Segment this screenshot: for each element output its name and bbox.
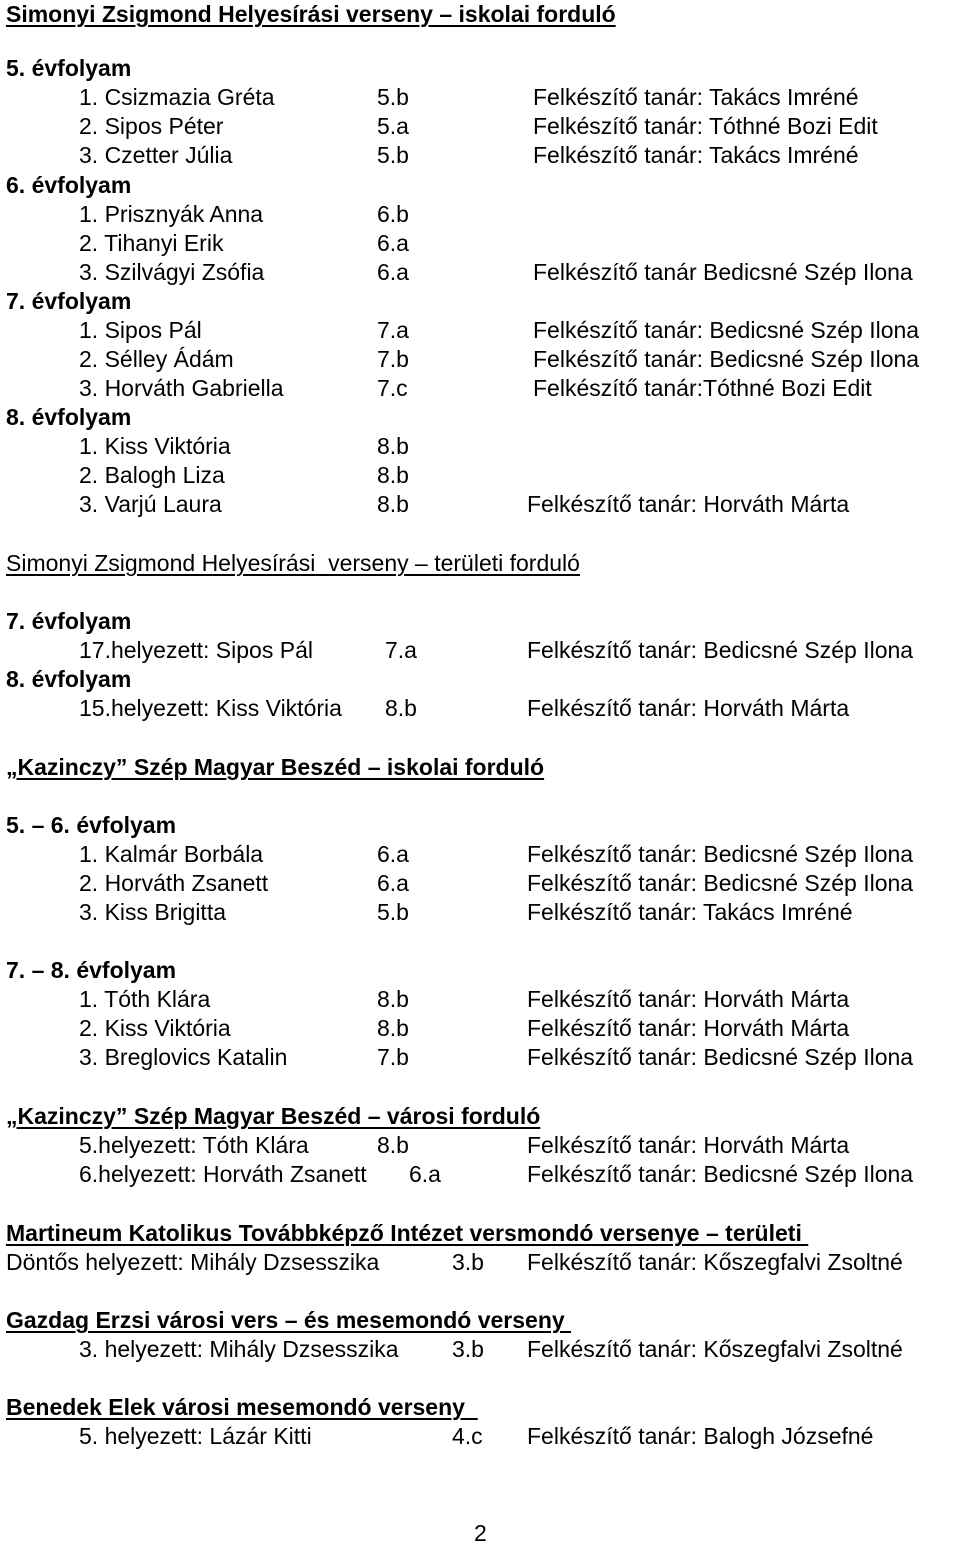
- teacher-label: Felkészítő tanár: Bedicsné Szép Ilona: [527, 637, 914, 663]
- class-label: 6.a: [377, 259, 409, 285]
- student-name: 3. Szilvágyi Zsófia: [79, 259, 265, 285]
- teacher-label: Felkészítő tanár: Bedicsné Szép Ilona: [533, 346, 920, 372]
- class-label: 6.a: [377, 870, 409, 896]
- student-name: 2. Balogh Liza: [79, 462, 225, 488]
- page-number: 2: [474, 1520, 487, 1546]
- teacher-label: Felkészítő tanár: Kőszegfalvi Zsoltné: [527, 1249, 903, 1275]
- class-label: 3.b: [452, 1249, 484, 1275]
- student-name: 17.helyezett: Sipos Pál: [79, 637, 313, 663]
- student-name: 1. Prisznyák Anna: [79, 201, 264, 227]
- student-name: Döntős helyezett: Mihály Dzsesszika: [6, 1249, 380, 1275]
- class-label: 6.a: [409, 1161, 441, 1187]
- student-name: 1. Sipos Pál: [79, 317, 202, 343]
- teacher-label: Felkészítő tanár: Balogh Józsefné: [527, 1423, 874, 1449]
- class-label: 8.b: [377, 1132, 409, 1158]
- class-label: 5.b: [377, 84, 409, 110]
- teacher-label: Felkészítő tanár: Bedicsné Szép Ilona: [527, 1044, 914, 1070]
- student-name: 2. Kiss Viktória: [79, 1015, 231, 1041]
- student-name: 1. Kalmár Borbála: [79, 841, 264, 867]
- class-label: 8.b: [385, 695, 417, 721]
- teacher-label: Felkészítő tanár: Bedicsné Szép Ilona: [527, 870, 914, 896]
- teacher-label: Felkészítő tanár: Takács Imréné: [527, 899, 853, 925]
- section-title-martineum: Martineum Katolikus Továbbképző Intézet versmondó versenye – területi: [6, 1220, 809, 1246]
- class-label: 5.a: [377, 113, 409, 139]
- student-name: 2. Sélley Ádám: [79, 346, 234, 372]
- class-label: 3.b: [452, 1336, 484, 1362]
- class-label: 8.b: [377, 433, 409, 459]
- teacher-label: Felkészítő tanár Bedicsné Szép Ilona: [533, 259, 913, 285]
- teacher-label: Felkészítő tanár: Horváth Márta: [527, 1015, 850, 1041]
- teacher-label: Felkészítő tanár: Horváth Márta: [527, 491, 850, 517]
- class-label: 8.b: [377, 986, 409, 1012]
- student-name: 2. Sipos Péter: [79, 113, 224, 139]
- grade-heading-6: 6. évfolyam: [6, 172, 132, 198]
- class-label: 7.a: [377, 317, 409, 343]
- class-label: 6.a: [377, 841, 409, 867]
- student-name: 6.helyezett: Horváth Zsanett: [79, 1161, 367, 1187]
- section-title-benedek-elek: Benedek Elek városi mesemondó verseny: [6, 1394, 478, 1420]
- teacher-label: Felkészítő tanár: Horváth Márta: [527, 1132, 850, 1158]
- class-label: 8.b: [377, 462, 409, 488]
- class-label: 7.b: [377, 1044, 409, 1070]
- teacher-label: Felkészítő tanár:Tóthné Bozi Edit: [533, 375, 872, 401]
- teacher-label: Felkészítő tanár: Tóthné Bozi Edit: [533, 113, 878, 139]
- student-name: 1. Kiss Viktória: [79, 433, 231, 459]
- student-name: 3. Varjú Laura: [79, 491, 222, 517]
- class-label: 7.a: [385, 637, 417, 663]
- section-title-gazdag-erzsi: Gazdag Erzsi városi vers – és mesemondó verseny: [6, 1307, 572, 1333]
- section-title-helyesirasi-teruleti: Simonyi Zsigmond Helyesírási verseny – területi forduló: [6, 550, 580, 576]
- student-name: 3. Breglovics Katalin: [79, 1044, 288, 1070]
- student-name: 1. Tóth Klára: [79, 986, 211, 1012]
- class-label: 8.b: [377, 1015, 409, 1041]
- student-name: 3. Horváth Gabriella: [79, 375, 284, 401]
- grade-heading-7: 7. évfolyam: [6, 608, 132, 634]
- teacher-label: Felkészítő tanár: Horváth Márta: [527, 986, 850, 1012]
- class-label: 4.c: [452, 1423, 483, 1449]
- student-name: 3. helyezett: Mihály Dzsesszika: [79, 1336, 399, 1362]
- grade-heading-8: 8. évfolyam: [6, 404, 132, 430]
- student-name: 3. Kiss Brigitta: [79, 899, 226, 925]
- student-name: 2. Tihanyi Erik: [79, 230, 224, 256]
- teacher-label: Felkészítő tanár: Takács Imréné: [533, 142, 859, 168]
- student-name: 3. Czetter Júlia: [79, 142, 233, 168]
- student-name: 5.helyezett: Tóth Klára: [79, 1132, 309, 1158]
- grade-heading-8: 8. évfolyam: [6, 666, 132, 692]
- class-label: 8.b: [377, 491, 409, 517]
- class-label: 7.c: [377, 375, 408, 401]
- grade-heading-7-8: 7. – 8. évfolyam: [6, 957, 177, 983]
- grade-heading-5: 5. évfolyam: [6, 55, 132, 81]
- class-label: 6.b: [377, 201, 409, 227]
- section-title-kazinczy-iskolai: „Kazinczy” Szép Magyar Beszéd – iskolai forduló: [6, 754, 545, 780]
- class-label: 5.b: [377, 899, 409, 925]
- section-title-helyesirasi-iskolai: Simonyi Zsigmond Helyesírási verseny – iskolai forduló: [6, 1, 616, 27]
- teacher-label: Felkészítő tanár: Takács Imréné: [533, 84, 859, 110]
- grade-heading-7: 7. évfolyam: [6, 288, 132, 314]
- teacher-label: Felkészítő tanár: Bedicsné Szép Ilona: [527, 1161, 914, 1187]
- student-name: 5. helyezett: Lázár Kitti: [79, 1423, 312, 1449]
- teacher-label: Felkészítő tanár: Bedicsné Szép Ilona: [527, 841, 914, 867]
- teacher-label: Felkészítő tanár: Horváth Márta: [527, 695, 850, 721]
- class-label: 5.b: [377, 142, 409, 168]
- grade-heading-5-6: 5. – 6. évfolyam: [6, 812, 177, 838]
- class-label: 6.a: [377, 230, 409, 256]
- section-title-kazinczy-varosi: „Kazinczy” Szép Magyar Beszéd – városi forduló: [6, 1103, 541, 1129]
- class-label: 7.b: [377, 346, 409, 372]
- teacher-label: Felkészítő tanár: Kőszegfalvi Zsoltné: [527, 1336, 903, 1362]
- student-name: 1. Csizmazia Gréta: [79, 84, 275, 110]
- student-name: 15.helyezett: Kiss Viktória: [79, 695, 342, 721]
- student-name: 2. Horváth Zsanett: [79, 870, 269, 896]
- teacher-label: Felkészítő tanár: Bedicsné Szép Ilona: [533, 317, 920, 343]
